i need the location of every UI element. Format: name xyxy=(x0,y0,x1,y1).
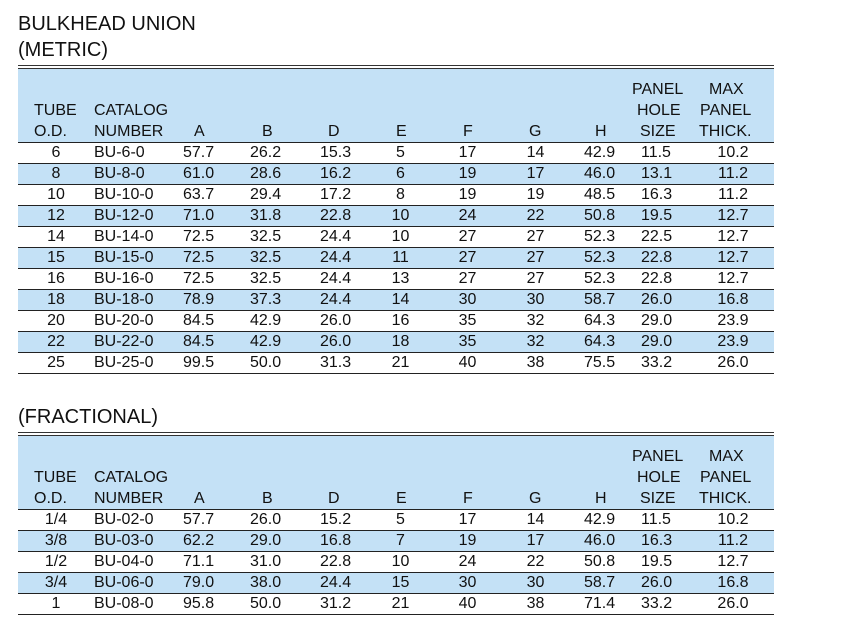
cell-h: 58.7 xyxy=(584,574,616,591)
cell-a: 71.1 xyxy=(183,553,215,570)
cell-h: 46.0 xyxy=(584,532,616,549)
cell-tube-od: 16 xyxy=(47,270,65,287)
cell-d: 26.0 xyxy=(320,333,352,350)
cell-b: 50.0 xyxy=(250,354,282,371)
header-h: H xyxy=(595,490,607,507)
cell-max-panel-thick: 12.7 xyxy=(717,553,749,570)
cell-tube-od: 15 xyxy=(47,249,65,266)
cell-g: 22 xyxy=(526,553,545,570)
cell-panel-hole-size: 33.2 xyxy=(641,354,673,371)
header-hole: HOLE xyxy=(637,102,681,119)
cell-g: 19 xyxy=(526,186,545,203)
cell-h: 42.9 xyxy=(584,511,616,528)
cell-tube-od: 25 xyxy=(47,354,65,371)
cell-catalog-number: BU-20-0 xyxy=(94,312,154,329)
metric-title-line1: BULKHEAD UNION xyxy=(18,13,196,35)
cell-d: 31.3 xyxy=(320,354,352,371)
cell-catalog-number: BU-03-0 xyxy=(94,532,154,549)
cell-tube-od: 18 xyxy=(47,291,65,308)
fractional-table-header xyxy=(18,436,774,510)
cell-max-panel-thick: 26.0 xyxy=(717,354,749,371)
cell-a: 78.9 xyxy=(183,291,215,308)
cell-h: 71.4 xyxy=(584,595,616,612)
header-thick: THICK. xyxy=(699,123,752,140)
cell-tube-od: 10 xyxy=(47,186,65,203)
cell-d: 15.3 xyxy=(320,144,352,161)
cell-a: 71.0 xyxy=(183,207,215,224)
cell-f: 19 xyxy=(458,165,477,182)
cell-max-panel-thick: 23.9 xyxy=(717,312,749,329)
cell-max-panel-thick: 11.2 xyxy=(718,532,748,549)
cell-tube-od: 6 xyxy=(51,144,61,161)
table-row xyxy=(18,206,774,227)
header-size: SIZE xyxy=(640,490,676,507)
cell-e: 11 xyxy=(392,249,409,266)
table-row xyxy=(18,573,774,594)
cell-g: 30 xyxy=(526,574,545,591)
header-panel: PANEL xyxy=(632,81,684,98)
cell-a: 72.5 xyxy=(183,270,215,287)
cell-e: 10 xyxy=(391,207,410,224)
header-f: F xyxy=(463,490,473,507)
cell-f: 30 xyxy=(458,291,477,308)
metric-table-header xyxy=(18,69,774,143)
cell-f: 17 xyxy=(458,144,477,161)
cell-a: 61.0 xyxy=(183,165,215,182)
header-b: B xyxy=(262,490,273,507)
cell-max-panel-thick: 11.2 xyxy=(718,186,748,203)
cell-tube-od: 1 xyxy=(51,595,61,612)
cell-a: 95.8 xyxy=(183,595,215,612)
cell-d: 15.2 xyxy=(320,511,352,528)
header-b: B xyxy=(262,123,273,140)
cell-d: 16.2 xyxy=(320,165,352,182)
cell-b: 29.0 xyxy=(250,532,282,549)
cell-max-panel-thick: 12.7 xyxy=(717,207,749,224)
cell-max-panel-thick: 10.2 xyxy=(717,144,749,161)
cell-g: 38 xyxy=(526,595,545,612)
cell-d: 26.0 xyxy=(320,312,352,329)
header-number: NUMBER xyxy=(94,123,164,140)
table-row xyxy=(18,311,774,332)
cell-h: 52.3 xyxy=(584,228,616,245)
cell-h: 50.8 xyxy=(584,207,616,224)
cell-d: 17.2 xyxy=(320,186,352,203)
cell-d: 22.8 xyxy=(320,553,352,570)
cell-tube-od: 22 xyxy=(47,333,65,350)
table-row xyxy=(18,227,774,248)
cell-a: 57.7 xyxy=(183,144,215,161)
cell-panel-hole-size: 26.0 xyxy=(641,291,673,308)
cell-e: 14 xyxy=(391,291,410,308)
cell-tube-od: 1/4 xyxy=(44,511,68,528)
table-row xyxy=(18,269,774,290)
cell-b: 29.4 xyxy=(250,186,282,203)
cell-b: 50.0 xyxy=(250,595,282,612)
cell-d: 31.2 xyxy=(320,595,352,612)
cell-catalog-number: BU-6-0 xyxy=(94,144,145,161)
cell-e: 16 xyxy=(391,312,410,329)
cell-max-panel-thick: 12.7 xyxy=(717,249,749,266)
cell-a: 84.5 xyxy=(183,333,215,350)
metric-table-body xyxy=(18,143,774,374)
cell-g: 27 xyxy=(526,228,545,245)
cell-d: 16.8 xyxy=(320,532,352,549)
cell-h: 48.5 xyxy=(584,186,616,203)
header-catalog: CATALOG xyxy=(94,102,169,119)
cell-max-panel-thick: 23.9 xyxy=(717,333,749,350)
table-row xyxy=(18,248,774,269)
cell-h: 42.9 xyxy=(584,144,616,161)
cell-g: 32 xyxy=(526,333,545,350)
table-row xyxy=(18,531,774,552)
header-panel2: PANEL xyxy=(700,469,752,486)
cell-f: 24 xyxy=(458,207,477,224)
cell-f: 27 xyxy=(458,228,477,245)
cell-d: 24.4 xyxy=(320,574,352,591)
header-panel: PANEL xyxy=(632,448,684,465)
cell-d: 24.4 xyxy=(320,228,352,245)
cell-f: 24 xyxy=(458,553,477,570)
cell-tube-od: 20 xyxy=(47,312,65,329)
cell-max-panel-thick: 11.2 xyxy=(718,165,748,182)
cell-f: 19 xyxy=(458,532,477,549)
header-g: G xyxy=(529,123,542,140)
cell-f: 19 xyxy=(458,186,477,203)
cell-tube-od: 3/4 xyxy=(44,574,68,591)
cell-panel-hole-size: 13.1 xyxy=(641,165,673,182)
cell-panel-hole-size: 16.3 xyxy=(641,532,673,549)
cell-f: 35 xyxy=(458,333,477,350)
cell-max-panel-thick: 16.8 xyxy=(717,574,749,591)
cell-f: 35 xyxy=(458,312,477,329)
cell-d: 24.4 xyxy=(320,249,352,266)
header-tube: TUBE xyxy=(34,469,77,486)
cell-e: 13 xyxy=(391,270,410,287)
cell-b: 32.5 xyxy=(250,228,282,245)
cell-g: 32 xyxy=(526,312,545,329)
cell-e: 5 xyxy=(396,144,405,161)
cell-h: 58.7 xyxy=(584,291,616,308)
cell-d: 24.4 xyxy=(320,291,352,308)
cell-g: 14 xyxy=(526,511,545,528)
cell-catalog-number: BU-16-0 xyxy=(94,270,154,287)
cell-g: 17 xyxy=(526,165,545,182)
cell-max-panel-thick: 26.0 xyxy=(717,595,749,612)
cell-tube-od: 12 xyxy=(47,207,65,224)
cell-panel-hole-size: 11.5 xyxy=(641,511,671,528)
header-d: D xyxy=(328,123,340,140)
cell-f: 27 xyxy=(458,270,477,287)
cell-panel-hole-size: 33.2 xyxy=(641,595,673,612)
cell-tube-od: 14 xyxy=(47,228,65,245)
cell-panel-hole-size: 22.8 xyxy=(641,270,673,287)
cell-catalog-number: BU-08-0 xyxy=(94,595,154,612)
cell-catalog-number: BU-04-0 xyxy=(94,553,154,570)
header-a: A xyxy=(194,490,205,507)
table-row xyxy=(18,353,774,374)
fractional-table-body xyxy=(18,510,774,615)
cell-panel-hole-size: 29.0 xyxy=(641,312,673,329)
cell-max-panel-thick: 12.7 xyxy=(717,270,749,287)
cell-b: 28.6 xyxy=(250,165,282,182)
header-size: SIZE xyxy=(640,123,676,140)
cell-h: 64.3 xyxy=(584,333,616,350)
cell-f: 40 xyxy=(458,354,477,371)
cell-a: 99.5 xyxy=(183,354,215,371)
cell-g: 17 xyxy=(526,532,545,549)
cell-b: 38.0 xyxy=(250,574,282,591)
header-thick: THICK. xyxy=(699,490,752,507)
cell-panel-hole-size: 22.8 xyxy=(641,249,673,266)
cell-e: 15 xyxy=(391,574,410,591)
cell-tube-od: 8 xyxy=(51,165,61,182)
cell-b: 37.3 xyxy=(250,291,282,308)
cell-max-panel-thick: 10.2 xyxy=(717,511,749,528)
metric-title-line2: (METRIC) xyxy=(18,39,108,61)
cell-catalog-number: BU-12-0 xyxy=(94,207,154,224)
cell-a: 63.7 xyxy=(183,186,215,203)
cell-max-panel-thick: 12.7 xyxy=(717,228,749,245)
table-row xyxy=(18,594,774,615)
cell-e: 7 xyxy=(396,532,405,549)
cell-a: 72.5 xyxy=(183,228,215,245)
fractional-table xyxy=(18,432,774,615)
cell-g: 14 xyxy=(526,144,545,161)
cell-a: 72.5 xyxy=(183,249,215,266)
cell-h: 52.3 xyxy=(584,270,616,287)
header-e: E xyxy=(396,490,407,507)
cell-catalog-number: BU-15-0 xyxy=(94,249,154,266)
table-row xyxy=(18,185,774,206)
metric-table xyxy=(18,65,774,374)
header-max: MAX xyxy=(709,81,744,98)
table-row xyxy=(18,510,774,531)
header-e: E xyxy=(396,123,407,140)
cell-b: 32.5 xyxy=(250,249,282,266)
cell-h: 64.3 xyxy=(584,312,616,329)
header-g: G xyxy=(529,490,542,507)
cell-f: 40 xyxy=(458,595,477,612)
cell-b: 42.9 xyxy=(250,312,282,329)
cell-catalog-number: BU-8-0 xyxy=(94,165,145,182)
header-f: F xyxy=(463,123,473,140)
cell-catalog-number: BU-18-0 xyxy=(94,291,154,308)
header-max: MAX xyxy=(709,448,744,465)
header-od: O.D. xyxy=(34,123,67,140)
cell-g: 27 xyxy=(526,249,545,266)
cell-b: 31.0 xyxy=(250,553,282,570)
cell-tube-od: 3/8 xyxy=(44,532,68,549)
cell-a: 62.2 xyxy=(183,532,215,549)
cell-catalog-number: BU-02-0 xyxy=(94,511,154,528)
cell-g: 22 xyxy=(526,207,545,224)
cell-f: 17 xyxy=(458,511,477,528)
cell-e: 21 xyxy=(391,595,410,612)
header-d: D xyxy=(328,490,340,507)
header-h: H xyxy=(595,123,607,140)
cell-d: 24.4 xyxy=(320,270,352,287)
cell-h: 75.5 xyxy=(584,354,616,371)
cell-b: 26.0 xyxy=(250,511,282,528)
cell-h: 52.3 xyxy=(584,249,616,266)
header-catalog: CATALOG xyxy=(94,469,169,486)
table-row xyxy=(18,143,774,164)
table-row xyxy=(18,332,774,353)
cell-panel-hole-size: 22.5 xyxy=(641,228,673,245)
header-od: O.D. xyxy=(34,490,67,507)
cell-b: 31.8 xyxy=(250,207,282,224)
cell-panel-hole-size: 29.0 xyxy=(641,333,673,350)
cell-panel-hole-size: 26.0 xyxy=(641,574,673,591)
table-row xyxy=(18,290,774,311)
cell-panel-hole-size: 19.5 xyxy=(641,207,673,224)
cell-e: 8 xyxy=(396,186,405,203)
cell-a: 57.7 xyxy=(183,511,215,528)
cell-h: 50.8 xyxy=(584,553,616,570)
cell-panel-hole-size: 19.5 xyxy=(641,553,673,570)
cell-panel-hole-size: 16.3 xyxy=(641,186,673,203)
header-hole: HOLE xyxy=(637,469,681,486)
cell-b: 26.2 xyxy=(250,144,282,161)
header-number: NUMBER xyxy=(94,490,164,507)
cell-d: 22.8 xyxy=(320,207,352,224)
table-row xyxy=(18,552,774,573)
cell-e: 18 xyxy=(391,333,410,350)
cell-g: 27 xyxy=(526,270,545,287)
cell-b: 42.9 xyxy=(250,333,282,350)
header-tube: TUBE xyxy=(34,102,77,119)
header-a: A xyxy=(194,123,205,140)
fractional-title: (FRACTIONAL) xyxy=(18,406,158,428)
cell-f: 30 xyxy=(458,574,477,591)
cell-e: 10 xyxy=(391,228,410,245)
cell-h: 46.0 xyxy=(584,165,616,182)
cell-catalog-number: BU-06-0 xyxy=(94,574,154,591)
cell-e: 10 xyxy=(391,553,410,570)
cell-e: 5 xyxy=(396,511,405,528)
cell-g: 38 xyxy=(526,354,545,371)
cell-max-panel-thick: 16.8 xyxy=(717,291,749,308)
cell-g: 30 xyxy=(526,291,545,308)
table-row xyxy=(18,164,774,185)
cell-e: 21 xyxy=(391,354,410,371)
cell-a: 79.0 xyxy=(183,574,215,591)
cell-catalog-number: BU-22-0 xyxy=(94,333,154,350)
cell-b: 32.5 xyxy=(250,270,282,287)
cell-e: 6 xyxy=(396,165,405,182)
header-panel2: PANEL xyxy=(700,102,752,119)
cell-panel-hole-size: 11.5 xyxy=(641,144,671,161)
cell-a: 84.5 xyxy=(183,312,215,329)
cell-catalog-number: BU-25-0 xyxy=(94,354,154,371)
cell-catalog-number: BU-10-0 xyxy=(94,186,154,203)
cell-catalog-number: BU-14-0 xyxy=(94,228,154,245)
cell-tube-od: 1/2 xyxy=(44,553,68,570)
cell-f: 27 xyxy=(458,249,477,266)
